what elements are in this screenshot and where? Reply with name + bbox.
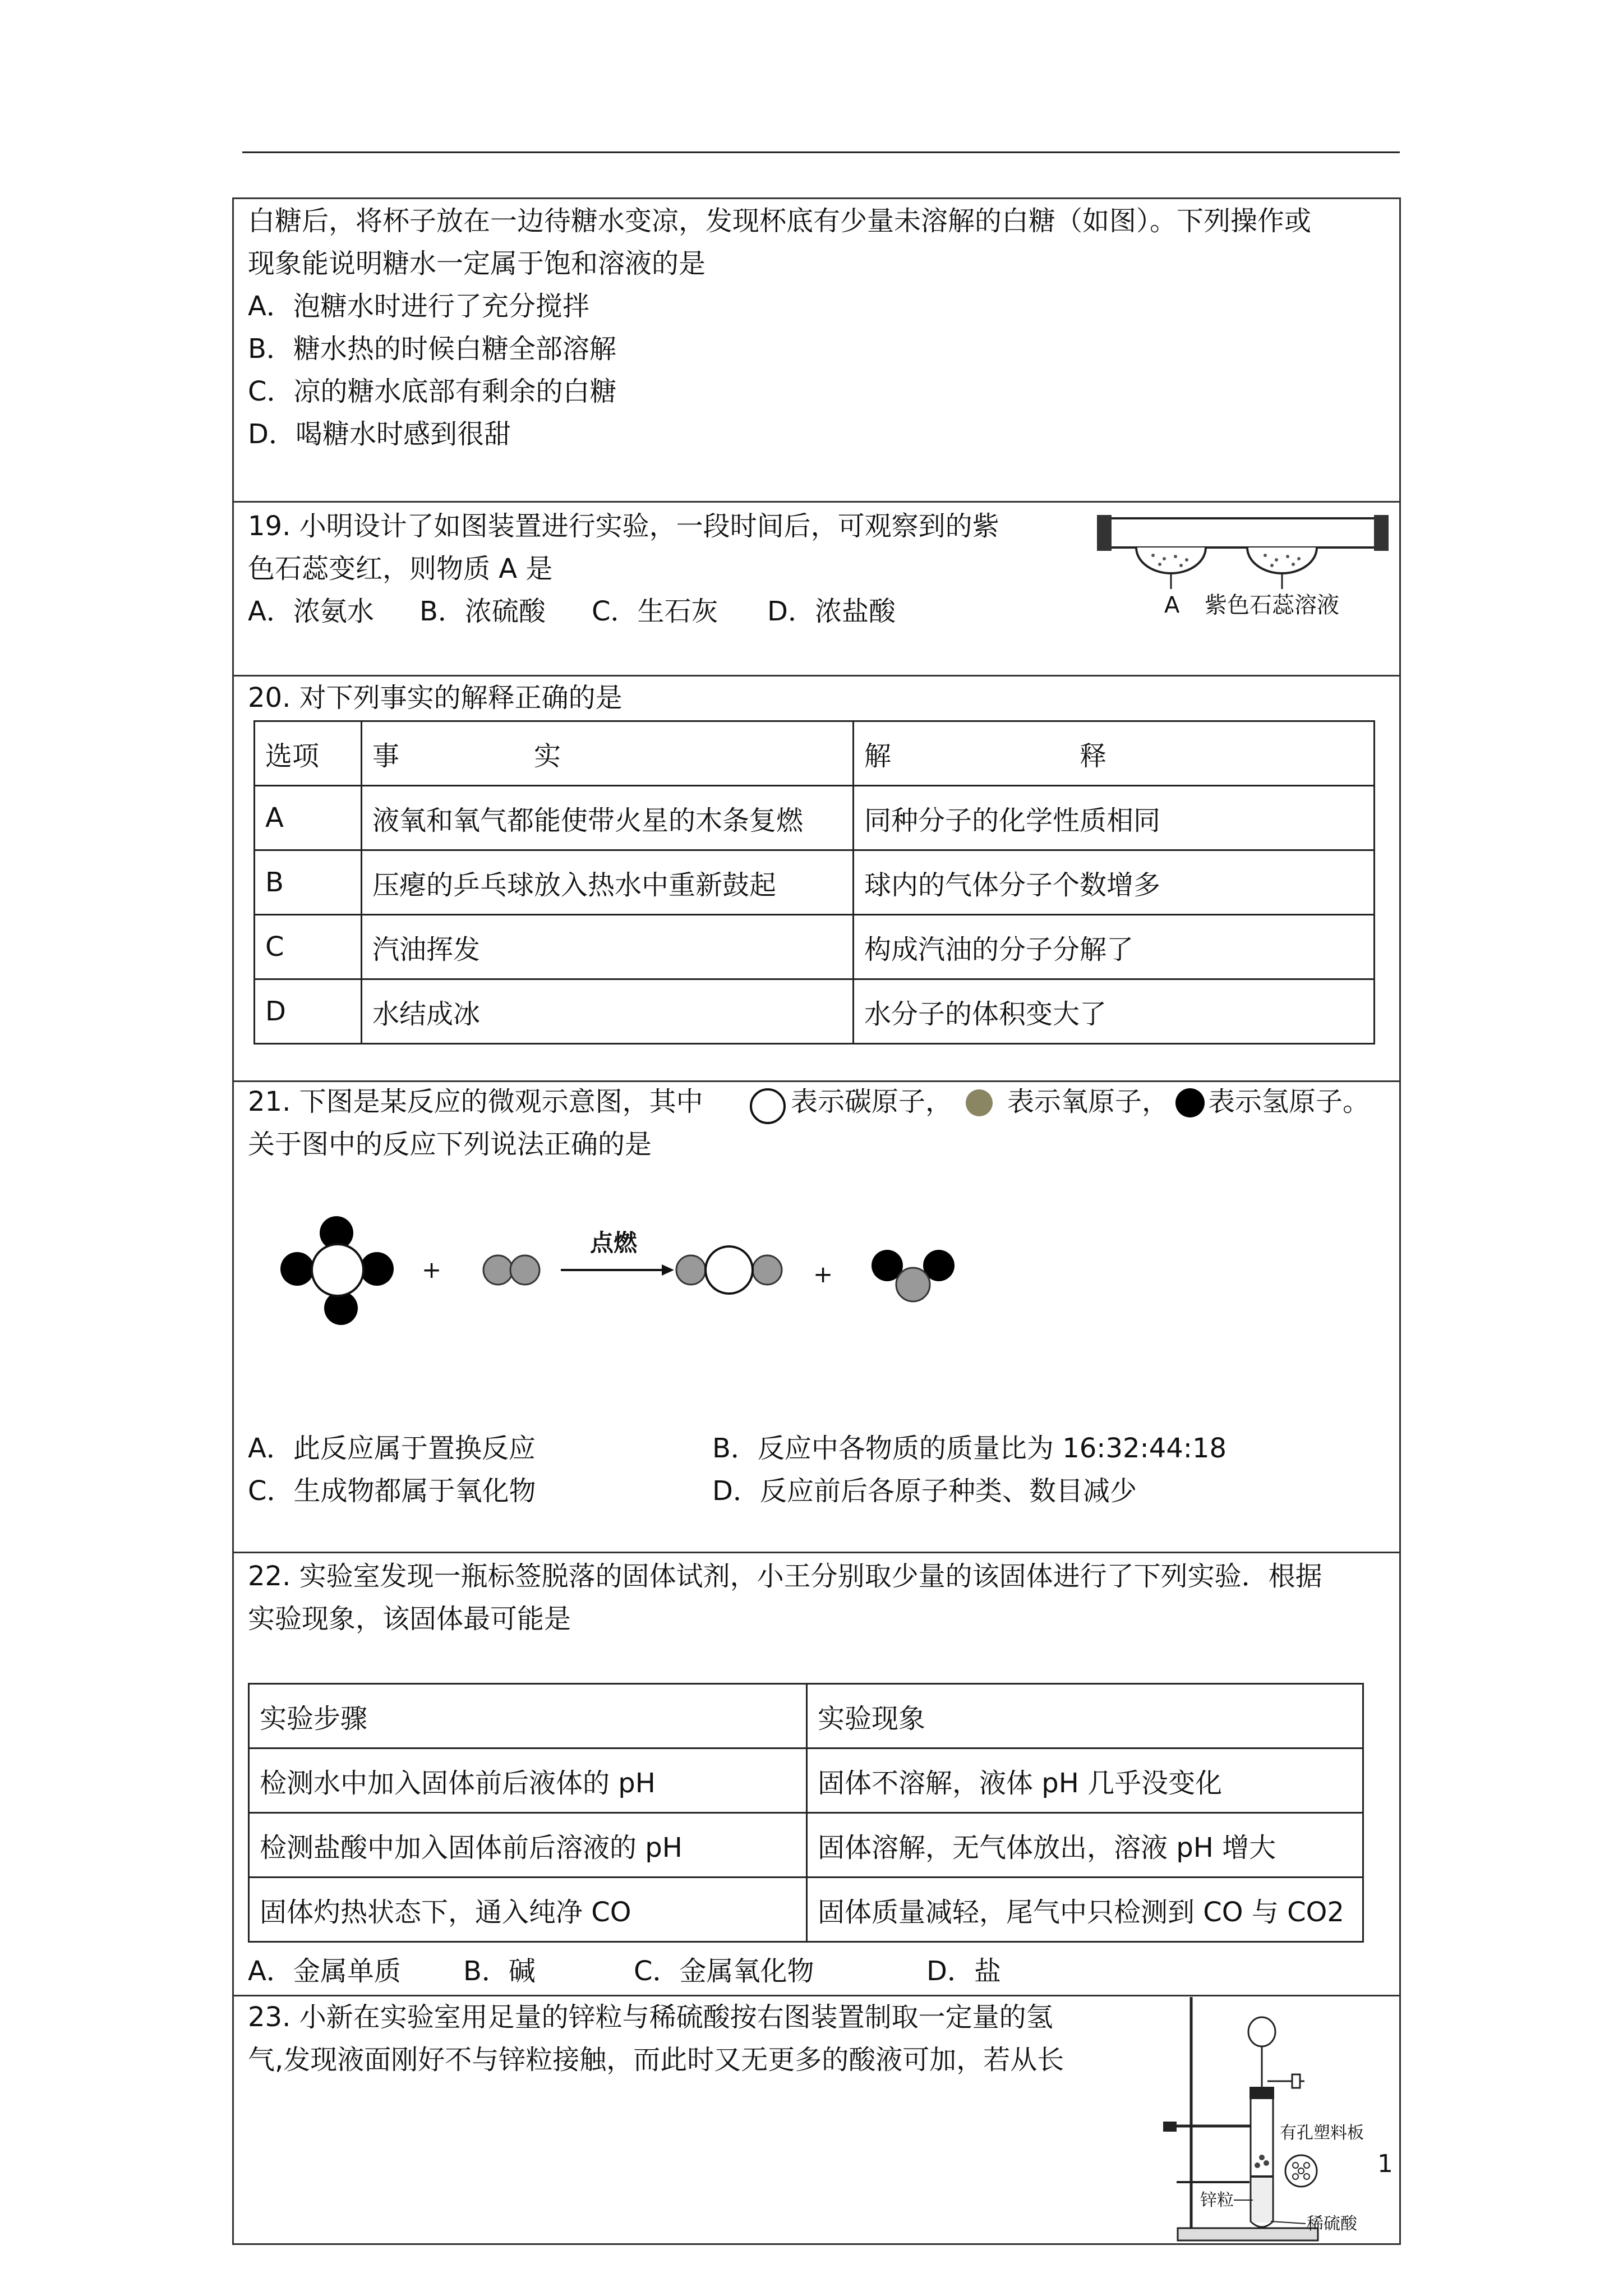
- q22-line2: 实验现象，该固体最可能是: [248, 1603, 571, 1635]
- q22-option-c: C．金属氧化物: [634, 1955, 814, 1987]
- table-row: [249, 1878, 1363, 1942]
- table-header-row: [249, 1684, 1363, 1749]
- table-row: [249, 1813, 1363, 1878]
- q18-option-b: B．糖水热的时候白糖全部溶解: [248, 333, 616, 365]
- q18-line1: 白糖后，将杯子放在一边待糖水变凉，发现杯底有少量未溶解的白糖（如图）。下列操作或: [248, 205, 1312, 237]
- q22-option-d: D．盐: [926, 1955, 1001, 1987]
- table-cell: 固体灼热状态下，通入纯净 CO: [249, 1878, 807, 1942]
- table-cell: 检测水中加入固体前后液体的 pH: [249, 1749, 807, 1813]
- figure-label-litmus: 紫色石蕊溶液: [1205, 592, 1339, 618]
- table-cell: 液氧和氧气都能使带火星的木条复燃: [362, 786, 854, 850]
- table-cell: B: [255, 850, 362, 915]
- plus-sign: +: [813, 1260, 833, 1288]
- table-cell: 同种分子的化学性质相同: [854, 786, 1375, 850]
- table-cell: 固体质量减轻，尾气中只检测到 CO 与 CO2: [807, 1878, 1363, 1942]
- q21-stem-part3: 表示氧原子，: [1007, 1086, 1169, 1117]
- q22-option-b: B．碱: [463, 1955, 536, 1987]
- carbon-dioxide-molecule: [676, 1246, 782, 1294]
- q20-table: [253, 720, 1375, 1045]
- header-cell: 实验现象: [807, 1684, 1363, 1749]
- table-cell: 水分子的体积变大了: [854, 979, 1375, 1044]
- header-cell: 选项: [255, 721, 362, 786]
- q21-option-c: C．生成物都属于氧化物: [248, 1475, 536, 1507]
- glass-tube: [1106, 518, 1380, 547]
- table-row: [255, 786, 1375, 850]
- page-number: 1: [1377, 2150, 1393, 2178]
- q19-option-c: C．生石灰: [592, 596, 718, 627]
- table-cell: 水结成冰: [362, 979, 854, 1044]
- table-cell: 压瘪的乒乓球放入热水中重新鼓起: [362, 850, 854, 915]
- label-dilute-sulfuric-acid: 稀硫酸: [1307, 2214, 1357, 2234]
- carbon-atom-key-icon: [749, 1087, 788, 1126]
- table-cell: C: [255, 915, 362, 979]
- table-cell: D: [255, 979, 362, 1044]
- q19-line2: 色石蕊变红，则物质 A 是: [248, 553, 553, 585]
- table-header-row: [255, 721, 1375, 786]
- figure-label-a: A: [1164, 592, 1180, 618]
- water-molecule: [872, 1250, 955, 1301]
- header-cell: 实验步骤: [249, 1684, 807, 1749]
- label-zinc: 锌粒: [1200, 2191, 1234, 2210]
- header-cell: 解 释: [854, 721, 1375, 786]
- q18-line2: 现象能说明糖水一定属于饱和溶液的是: [248, 248, 706, 279]
- oxygen-atom-key-icon: [963, 1087, 997, 1121]
- q19-option-a: A．浓氨水: [248, 596, 374, 627]
- header-cell: 事 实: [362, 721, 854, 786]
- table-cell: 固体不溶解，液体 pH 几乎没变化: [807, 1749, 1363, 1813]
- q19-line1: 19. 小明设计了如图装置进行实验，一段时间后，可观察到的紫: [248, 510, 999, 542]
- table-cell: 检测盐酸中加入固体前后溶液的 pH: [249, 1813, 807, 1878]
- right-stopper: [1374, 515, 1389, 551]
- table-row: [255, 915, 1375, 979]
- q23-hydrogen-generator-figure: [1144, 1997, 1396, 2244]
- q18-option-a: A．泡糖水时进行了充分搅拌: [248, 291, 589, 322]
- q21-stem-line2: 关于图中的反应下列说法正确的是: [248, 1129, 652, 1160]
- hydrogen-atom-key-icon: [1174, 1087, 1208, 1121]
- q21-stem-part2: 表示碳原子，: [791, 1086, 953, 1117]
- divider: [232, 1552, 1401, 1553]
- separatory-funnel: [1248, 2017, 1275, 2046]
- label-perforated-plate: 有孔塑料板: [1280, 2123, 1364, 2143]
- q20-stem: 20. 对下列事实的解释正确的是: [248, 682, 623, 714]
- table-cell: 固体溶解，无气体放出，溶液 pH 增大: [807, 1813, 1363, 1878]
- table-cell: 球内的气体分子个数增多: [854, 850, 1375, 915]
- table-row: [255, 979, 1375, 1044]
- methane-molecule: [280, 1216, 394, 1325]
- reaction-condition: 点燃: [590, 1229, 638, 1257]
- q19-option-d: D．浓盐酸: [767, 596, 896, 627]
- oxygen-molecule: [483, 1255, 540, 1285]
- q22-table: [248, 1683, 1364, 1943]
- right-dish: [1247, 547, 1317, 573]
- table-cell: A: [255, 786, 362, 850]
- stand-base: [1178, 2228, 1318, 2240]
- q18-option-d: D．喝糖水时感到很甜: [248, 418, 511, 450]
- q19-apparatus-figure: [1097, 510, 1389, 623]
- table-cell: 构成汽油的分子分解了: [854, 915, 1375, 979]
- q22-option-a: A．金属单质: [248, 1955, 401, 1987]
- header-rule: [242, 151, 1400, 153]
- table-row: [249, 1749, 1363, 1813]
- q21-reaction-diagram: [269, 1200, 976, 1335]
- table-cell: 汽油挥发: [362, 915, 854, 979]
- q22-line1: 22. 实验室发现一瓶标签脱落的固体试剂，小王分别取少量的该固体进行了下列实验．根据: [248, 1561, 1322, 1592]
- q23-line2: 气,发现液面刚好不与锌粒接触，而此时又无更多的酸液可加，若从长: [248, 2044, 1064, 2076]
- left-stopper: [1097, 515, 1112, 551]
- plus-sign: +: [422, 1256, 442, 1283]
- q21-option-d: D．反应前后各原子种类、数目减少: [712, 1475, 1137, 1507]
- q18-option-c: C．凉的糖水底部有剩余的白糖: [248, 376, 617, 407]
- q21-stem-part4: 表示氢原子。: [1208, 1086, 1370, 1117]
- table-row: [255, 850, 1375, 915]
- q23-line1: 23. 小新在实验室用足量的锌粒与稀硫酸按右图装置制取一定量的氢: [248, 2001, 1053, 2033]
- q19-option-b: B．浓硫酸: [419, 596, 546, 627]
- rubber-stopper: [1249, 2087, 1274, 2099]
- divider: [232, 501, 1401, 503]
- q21-option-b: B．反应中各物质的质量比为 16:32:44:18: [712, 1433, 1227, 1464]
- left-dish: [1136, 547, 1206, 573]
- q21-stem-part1: 21. 下图是某反应的微观示意图，其中: [248, 1086, 703, 1117]
- q21-option-a: A．此反应属于置换反应: [248, 1433, 536, 1464]
